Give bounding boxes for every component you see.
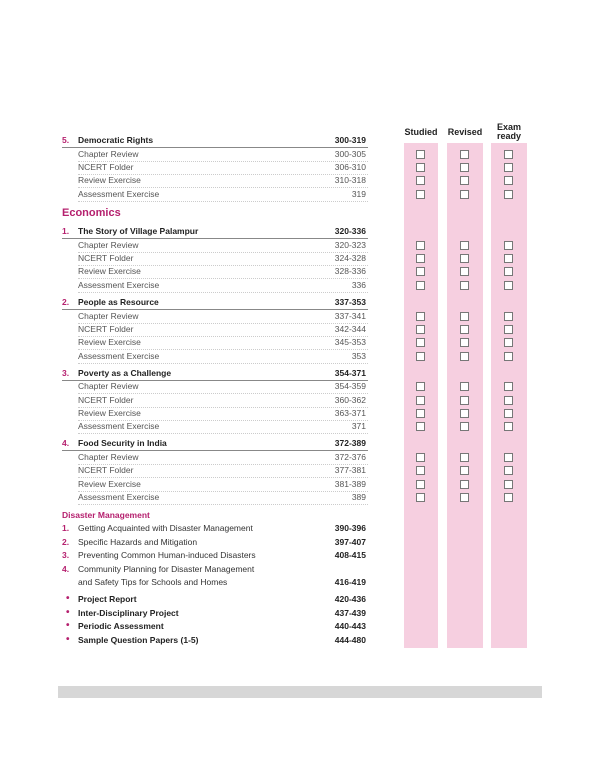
- chapter-title: Democratic Rights: [78, 135, 154, 145]
- chapter-row: [62, 225, 368, 239]
- subtopic-pages: 320-323: [334, 240, 366, 250]
- item-title: Preventing Common Human-induced Disasters: [78, 550, 256, 560]
- subtopic-title: Chapter Review: [78, 311, 139, 321]
- bullet: •: [66, 634, 70, 645]
- exam-ready-checkbox[interactable]: [504, 338, 513, 347]
- extra-title: Sample Question Papers (1-5): [78, 635, 199, 645]
- studied-checkbox[interactable]: [416, 409, 425, 418]
- subtopic-row: [62, 161, 368, 174]
- exam-ready-checkbox[interactable]: [504, 466, 513, 475]
- extra-title: Inter-Disciplinary Project: [78, 608, 179, 618]
- subtopic-pages: 363-371: [334, 408, 366, 418]
- revised-checkbox[interactable]: [460, 493, 469, 502]
- studied-checkbox[interactable]: [416, 190, 425, 199]
- subtopic-title: NCERT Folder: [78, 324, 134, 334]
- subtopic-title: NCERT Folder: [78, 395, 134, 405]
- extra-pages: 440-443: [334, 621, 366, 631]
- economics-heading: Economics: [62, 207, 121, 219]
- disaster-item-row: [62, 522, 368, 535]
- subtopic-pages: 377-381: [334, 465, 366, 475]
- chapter-pages: 354-371: [334, 368, 366, 378]
- subtopic-title: Chapter Review: [78, 452, 139, 462]
- exam-ready-checkbox[interactable]: [504, 480, 513, 489]
- item-title-line1: Community Planning for Disaster Management: [78, 564, 255, 574]
- exam-ready-checkbox[interactable]: [504, 163, 513, 172]
- extra-pages: 420-436: [334, 594, 366, 604]
- subtopic-pages: 300-305: [334, 149, 366, 159]
- subtopic-row: [62, 394, 368, 407]
- chapter-pages: 300-319: [334, 135, 366, 145]
- subtopic-row: [62, 420, 368, 433]
- item-pages: 416-419: [334, 577, 366, 587]
- studied-column-header: Studied: [404, 127, 438, 137]
- subtopic-row: [62, 279, 368, 292]
- exam-ready-checkbox[interactable]: [504, 382, 513, 391]
- subtopic-row: [62, 464, 368, 477]
- subtopic-pages: 353: [351, 351, 366, 361]
- studied-checkbox[interactable]: [416, 163, 425, 172]
- revised-checkbox[interactable]: [460, 241, 469, 250]
- exam-ready-checkbox[interactable]: [504, 267, 513, 276]
- subtopic-pages: 328-336: [334, 266, 366, 276]
- extra-item-row: [62, 607, 368, 620]
- revised-checkbox[interactable]: [460, 466, 469, 475]
- studied-checkbox[interactable]: [416, 493, 425, 502]
- subtopic-pages: 324-328: [334, 253, 366, 263]
- studied-checkbox[interactable]: [416, 466, 425, 475]
- revised-checkbox[interactable]: [460, 422, 469, 431]
- chapter-pages: 337-353: [334, 297, 366, 307]
- item-number: 4.: [62, 564, 70, 574]
- revised-checkbox[interactable]: [460, 352, 469, 361]
- revised-checkbox[interactable]: [460, 150, 469, 159]
- disaster-item-row-continued: [62, 576, 368, 589]
- studied-checkbox[interactable]: [416, 176, 425, 185]
- subtopic-pages: 389: [351, 492, 366, 502]
- revised-column-header: Revised: [447, 127, 483, 137]
- subtopic-row: [62, 350, 368, 363]
- subtopic-title: Assessment Exercise: [78, 492, 160, 502]
- subtopic-row: [62, 336, 368, 349]
- subtopic-pages: 372-376: [334, 452, 366, 462]
- item-title: Specific Hazards and Mitigation: [78, 537, 198, 547]
- chapter-number: 3.: [62, 368, 70, 378]
- studied-checkbox[interactable]: [416, 281, 425, 290]
- subtopic-row: [62, 188, 368, 201]
- subtopic-title: Review Exercise: [78, 337, 141, 347]
- item-pages: 397-407: [334, 537, 366, 547]
- revised-checkbox[interactable]: [460, 382, 469, 391]
- subtopic-title: Assessment Exercise: [78, 280, 160, 290]
- subtopic-pages: 319: [351, 189, 366, 199]
- subtopic-pages: 337-341: [334, 311, 366, 321]
- subtopic-row: [62, 323, 368, 336]
- subtopic-row: [62, 380, 368, 393]
- subtopic-title: NCERT Folder: [78, 465, 134, 475]
- item-number: 2.: [62, 537, 70, 547]
- subtopic-title: Chapter Review: [78, 381, 139, 391]
- extra-item-row: [62, 620, 368, 633]
- subtopic-row: [62, 478, 368, 491]
- revised-checkbox[interactable]: [460, 176, 469, 185]
- subtopic-row: [62, 407, 368, 420]
- item-title: Getting Acquainted with Disaster Management: [78, 523, 253, 533]
- subtopic-pages: 354-359: [334, 381, 366, 391]
- subtopic-title: Chapter Review: [78, 149, 139, 159]
- exam-ready-checkbox[interactable]: [504, 453, 513, 462]
- extra-pages: 437-439: [334, 608, 366, 618]
- subtopic-title: Review Exercise: [78, 479, 141, 489]
- item-title-line2: and Safety Tips for Schools and Homes: [78, 577, 228, 587]
- exam-ready-header-line1: Exam: [496, 122, 522, 132]
- studied-checkbox[interactable]: [416, 422, 425, 431]
- subtopic-pages: 310-318: [334, 175, 366, 185]
- item-pages: 408-415: [334, 550, 366, 560]
- subtopic-pages: 336: [351, 280, 366, 290]
- subtopic-row: [62, 239, 368, 252]
- bullet: •: [66, 620, 70, 631]
- subtopic-title: Review Exercise: [78, 408, 141, 418]
- revised-checkbox[interactable]: [460, 312, 469, 321]
- chapter-title: People as Resource: [78, 297, 159, 307]
- exam-ready-checkbox[interactable]: [504, 396, 513, 405]
- chapter-row: [62, 367, 368, 381]
- subtopic-row: [62, 148, 368, 161]
- chapter-row: [62, 134, 368, 148]
- subtopic-title: Assessment Exercise: [78, 421, 160, 431]
- subtopic-row: [62, 451, 368, 464]
- chapter-row: [62, 296, 368, 310]
- revised-checkbox[interactable]: [460, 480, 469, 489]
- exam-ready-checkbox[interactable]: [504, 254, 513, 263]
- subtopic-row: [62, 174, 368, 187]
- studied-checkbox[interactable]: [416, 382, 425, 391]
- studied-checkbox[interactable]: [416, 241, 425, 250]
- disaster-management-heading: Disaster Management: [62, 510, 150, 520]
- exam-ready-checkbox[interactable]: [504, 312, 513, 321]
- extra-title: Project Report: [78, 594, 137, 604]
- revised-checkbox[interactable]: [460, 409, 469, 418]
- subtopic-row: [62, 491, 368, 504]
- exam-ready-checkbox[interactable]: [504, 422, 513, 431]
- studied-checkbox[interactable]: [416, 453, 425, 462]
- subtopic-pages: 371: [351, 421, 366, 431]
- revised-checkbox[interactable]: [460, 453, 469, 462]
- item-number: 1.: [62, 523, 70, 533]
- exam-ready-column-header: [487, 123, 531, 141]
- disaster-item-row: [62, 549, 368, 562]
- subtopic-pages: 306-310: [334, 162, 366, 172]
- exam-ready-checkbox[interactable]: [504, 281, 513, 290]
- revised-checkbox[interactable]: [460, 338, 469, 347]
- subtopic-title: Assessment Exercise: [78, 189, 160, 199]
- chapter-pages: 372-389: [334, 438, 366, 448]
- exam-ready-header-line2: ready: [496, 131, 522, 141]
- subtopic-pages: 381-389: [334, 479, 366, 489]
- studied-checkbox[interactable]: [416, 267, 425, 276]
- revised-checkbox[interactable]: [460, 325, 469, 334]
- studied-checkbox[interactable]: [416, 338, 425, 347]
- revised-checkbox[interactable]: [460, 163, 469, 172]
- disaster-item-row: [62, 563, 368, 576]
- subtopic-row: [62, 310, 368, 323]
- chapter-row: [62, 437, 368, 451]
- exam-ready-checkbox[interactable]: [504, 325, 513, 334]
- bullet: •: [66, 607, 70, 618]
- subtopic-title: Review Exercise: [78, 175, 141, 185]
- item-pages: 390-396: [334, 523, 366, 533]
- subtopic-pages: 360-362: [334, 395, 366, 405]
- chapter-title: Poverty as a Challenge: [78, 368, 172, 378]
- chapter-title: Food Security in India: [78, 438, 167, 448]
- revised-checkbox[interactable]: [460, 267, 469, 276]
- exam-ready-checkbox[interactable]: [504, 150, 513, 159]
- extra-pages: 444-480: [334, 635, 366, 645]
- chapter-number: 4.: [62, 438, 70, 448]
- revised-checkbox[interactable]: [460, 396, 469, 405]
- chapter-number: 1.: [62, 226, 70, 236]
- revised-checkbox[interactable]: [460, 281, 469, 290]
- revised-checkbox[interactable]: [460, 190, 469, 199]
- studied-checkbox[interactable]: [416, 150, 425, 159]
- footer-bar: [58, 686, 542, 698]
- subtopic-pages: 345-353: [334, 337, 366, 347]
- subtopic-title: NCERT Folder: [78, 162, 134, 172]
- subtopic-title: Chapter Review: [78, 240, 139, 250]
- chapter-number: 5.: [62, 135, 70, 145]
- exam-ready-checkbox[interactable]: [504, 352, 513, 361]
- item-number: 3.: [62, 550, 70, 560]
- extra-title: Periodic Assessment: [78, 621, 164, 631]
- exam-ready-checkbox[interactable]: [504, 190, 513, 199]
- chapter-title: The Story of Village Palampur: [78, 226, 199, 236]
- studied-checkbox[interactable]: [416, 325, 425, 334]
- extra-item-row: [62, 593, 368, 606]
- studied-checkbox[interactable]: [416, 352, 425, 361]
- subtopic-title: Review Exercise: [78, 266, 141, 276]
- chapter-number: 2.: [62, 297, 70, 307]
- subtopic-pages: 342-344: [334, 324, 366, 334]
- chapter-pages: 320-336: [334, 226, 366, 236]
- subtopic-title: Assessment Exercise: [78, 351, 160, 361]
- subtopic-row: [62, 265, 368, 278]
- studied-checkbox[interactable]: [416, 396, 425, 405]
- exam-ready-checkbox[interactable]: [504, 176, 513, 185]
- extra-item-row: [62, 634, 368, 647]
- studied-checkbox[interactable]: [416, 254, 425, 263]
- revised-checkbox[interactable]: [460, 254, 469, 263]
- subtopic-row: [62, 252, 368, 265]
- subtopic-title: NCERT Folder: [78, 253, 134, 263]
- studied-checkbox[interactable]: [416, 312, 425, 321]
- disaster-item-row: [62, 536, 368, 549]
- bullet: •: [66, 593, 70, 604]
- exam-ready-checkbox[interactable]: [504, 493, 513, 502]
- exam-ready-checkbox[interactable]: [504, 241, 513, 250]
- exam-ready-checkbox[interactable]: [504, 409, 513, 418]
- studied-checkbox[interactable]: [416, 480, 425, 489]
